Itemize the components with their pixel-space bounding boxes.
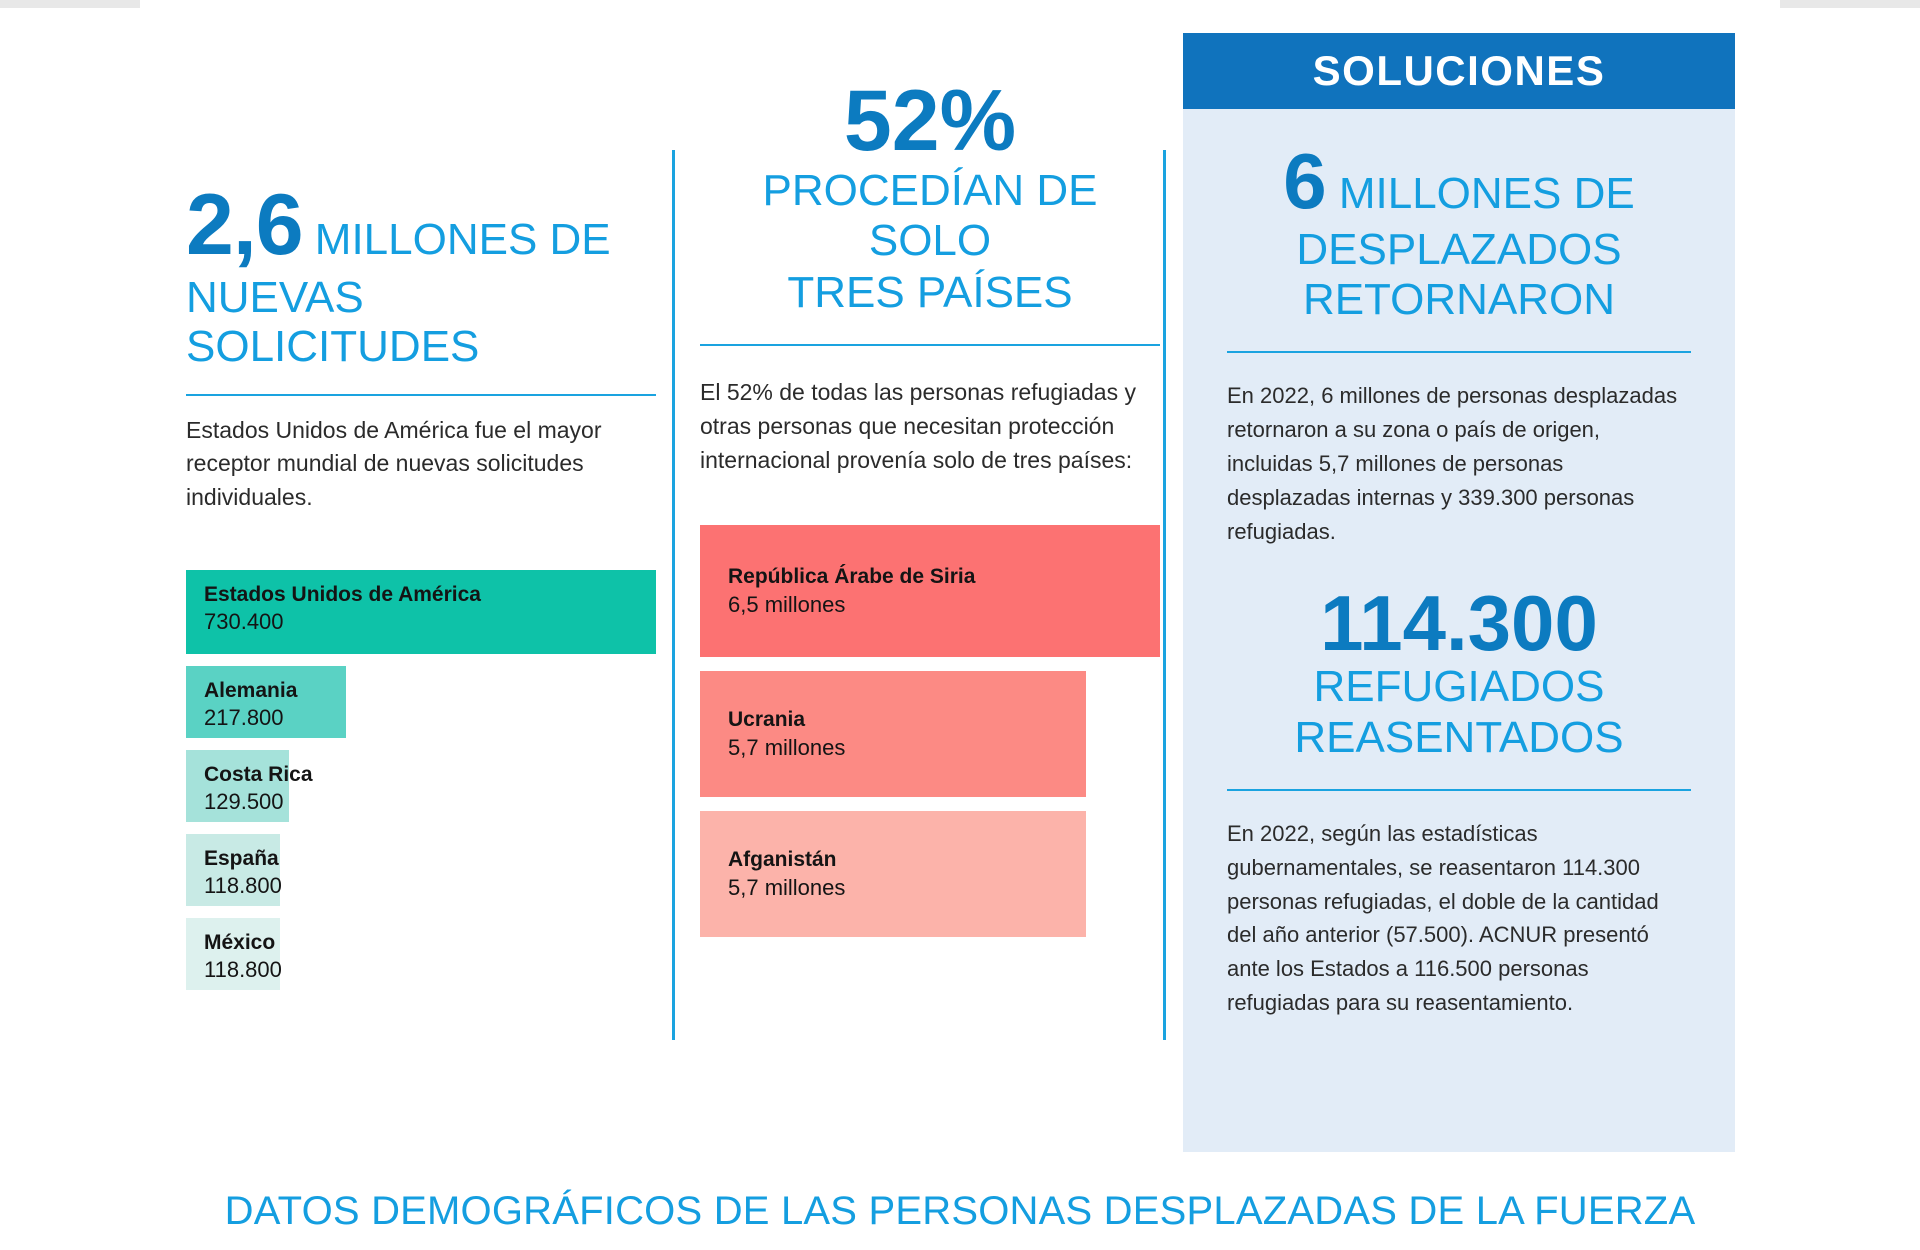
middle-stat-line2: TRES PAÍSES	[787, 268, 1073, 318]
bar-label: República Árabe de Siria	[728, 565, 976, 589]
middle-headline	[700, 73, 1160, 318]
panel-stat2-line1: REFUGIADOS	[1313, 662, 1605, 712]
bar-value: 5,7 millones	[728, 874, 846, 900]
panel-stat1-line3: RETORNARON	[1302, 274, 1616, 324]
footer-title-bar	[0, 1189, 1920, 1234]
middle-divider-rule	[700, 344, 1160, 346]
table-row	[186, 834, 280, 906]
vertical-divider-left	[672, 150, 675, 1040]
panel-divider-rule-2	[1227, 789, 1691, 791]
soluciones-panel	[1183, 33, 1735, 1152]
panel-stat1-word: MILLONES DE	[1326, 169, 1635, 218]
panel-stat-1	[1227, 139, 1691, 325]
bar-label: España	[204, 847, 279, 871]
panel-body-text-2: En 2022, según las estadísticas gubernamentales, se reasentaron 114.300 personas refugiadas, el doble de la cantidad del año anterior (57.500). ACNUR presentó ante los Estados a 116.500 personas refugiadas para su reasentamiento.	[1227, 820, 1659, 1016]
teal-bar-chart	[186, 570, 656, 990]
table-row	[700, 671, 1086, 797]
bar-value: 129.500	[204, 788, 284, 814]
panel-divider-rule-1	[1227, 351, 1691, 353]
left-stat-number: 2,6	[186, 177, 303, 273]
bar-label: Estados Unidos de América	[204, 583, 481, 607]
top-strip-right	[1780, 0, 1920, 8]
panel-stat2-line2: REASENTADOS	[1294, 712, 1624, 762]
middle-stat-number: 52%	[843, 73, 1017, 169]
panel-header	[1183, 33, 1735, 109]
bar-value: 6,5 millones	[728, 591, 846, 617]
left-divider-rule	[186, 394, 656, 396]
panel-stat1-number: 6	[1283, 137, 1327, 225]
panel-stat2-number: 114.300	[1320, 579, 1598, 668]
left-stat-line2: NUEVAS SOLICITUDES	[186, 273, 480, 372]
panel-stat-2	[1227, 579, 1691, 762]
panel-title: SOLUCIONES	[1312, 47, 1606, 94]
table-row	[186, 750, 313, 822]
bar-value: 217.800	[204, 704, 284, 730]
bar-value: 5,7 millones	[728, 734, 846, 760]
middle-body-text: El 52% de todas las personas refugiadas y otras personas que necesitan protección internacional provenía solo de tres países:	[700, 379, 1136, 473]
table-row	[186, 666, 346, 738]
panel-body-text-1: En 2022, 6 millones de personas desplazadas retornaron a su zona o país de origen, incluidas 5,7 millones de personas desplazadas internas y 339.300 personas refugiadas.	[1227, 383, 1678, 544]
left-stat-word: MILLONES DE	[302, 215, 611, 264]
table-row	[186, 570, 656, 654]
bar-label: Costa Rica	[204, 763, 313, 787]
table-row	[700, 811, 1086, 937]
panel-body	[1183, 109, 1735, 1020]
left-headline	[186, 176, 656, 372]
table-row	[186, 918, 280, 990]
column-new-applications	[186, 176, 656, 1002]
page-title: DATOS DEMOGRÁFICOS DE LAS PERSONAS DESPLAZADAS DE LA FUERZA	[224, 1189, 1696, 1233]
bar-label: Afganistán	[728, 848, 837, 872]
bar-label: México	[204, 931, 276, 955]
bar-label: Ucrania	[728, 708, 806, 732]
bar-value: 730.400	[204, 608, 284, 634]
bar-value: 118.800	[204, 872, 282, 898]
table-row	[700, 525, 1160, 657]
panel-stat1-line2: DESPLAZADOS	[1296, 224, 1622, 274]
middle-stat-line1: PROCEDÍAN DE SOLO	[762, 166, 1098, 266]
pink-bar-chart	[700, 525, 1160, 937]
column-origin-countries	[700, 73, 1160, 951]
left-body-text: Estados Unidos de América fue el mayor receptor mundial de nuevas solicitudes individuales.	[186, 416, 602, 510]
top-edge-strip	[0, 0, 1920, 8]
bar-label: Alemania	[204, 679, 298, 703]
bar-value: 118.800	[204, 956, 282, 982]
vertical-divider-right	[1163, 150, 1166, 1040]
top-strip-left	[0, 0, 140, 8]
